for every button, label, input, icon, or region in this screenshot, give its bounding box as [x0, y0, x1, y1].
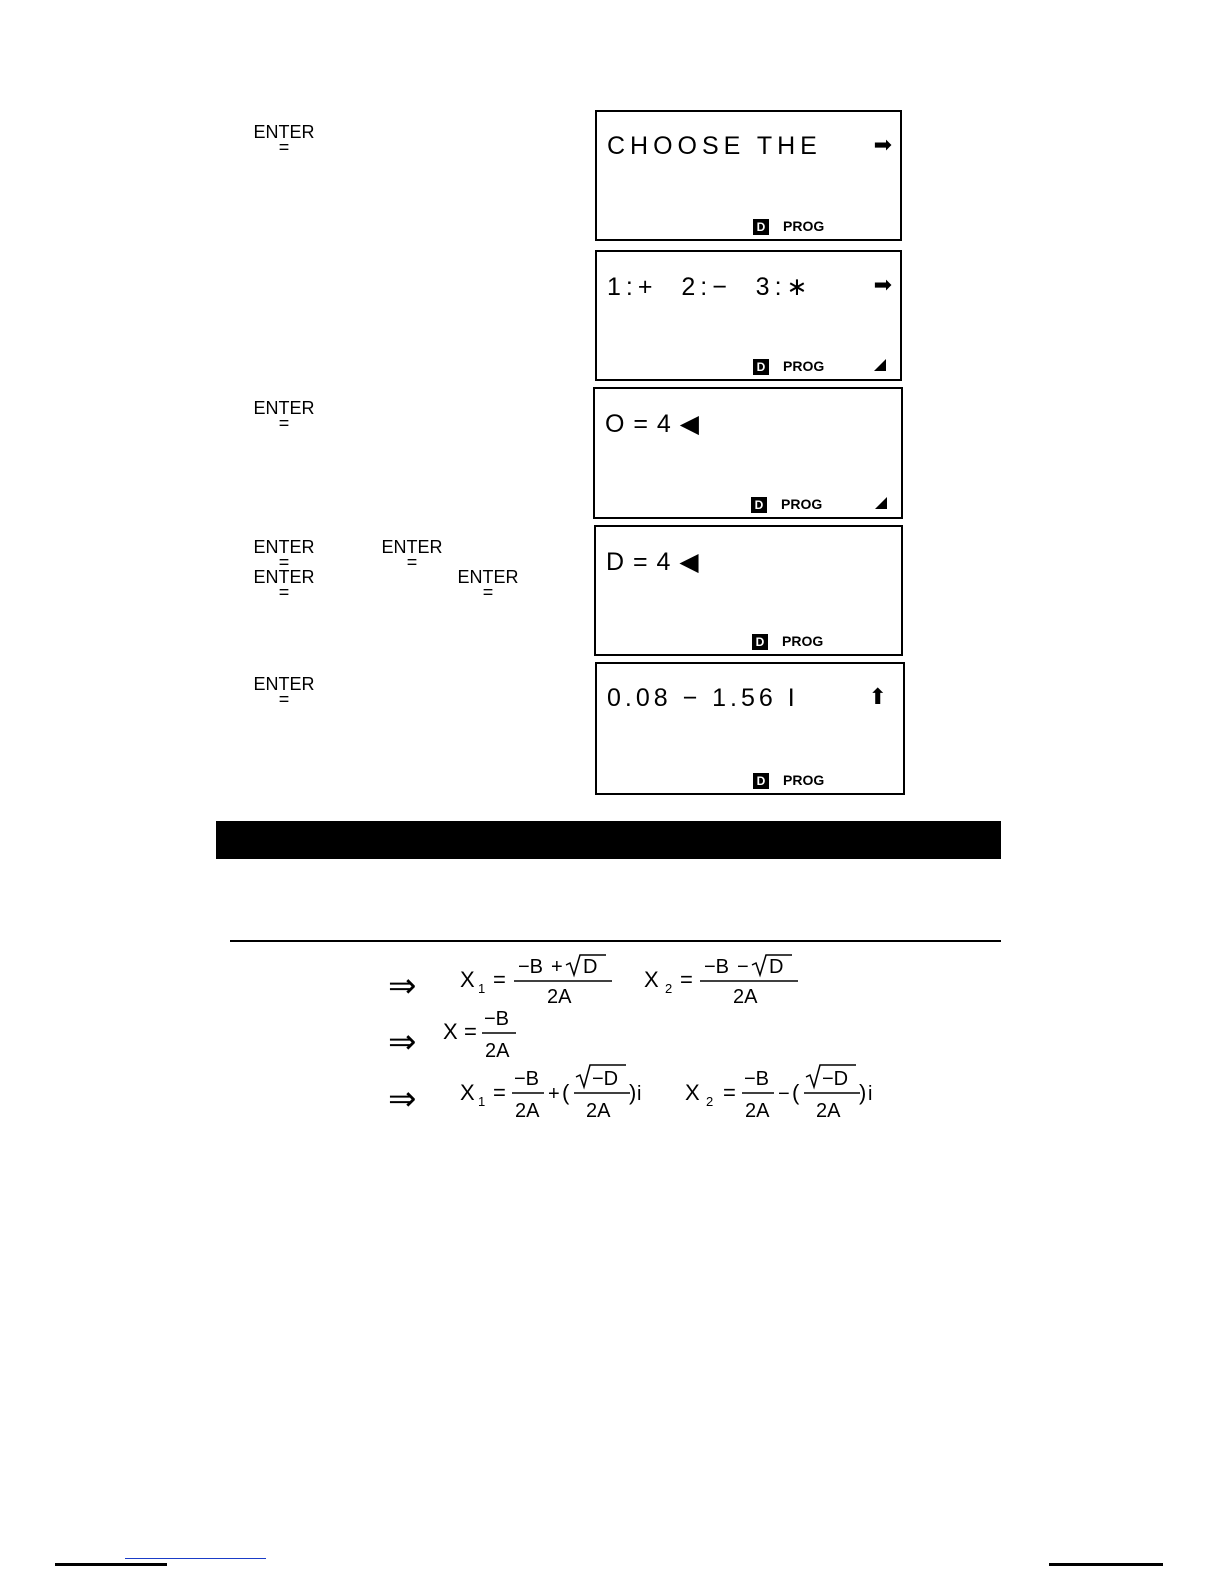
enter-key: [456, 567, 520, 602]
calculator-display: [595, 110, 902, 241]
equals-sign: =: [680, 967, 693, 992]
numerator-neg-b: −B: [518, 956, 544, 978]
minus-sign: −: [778, 1083, 790, 1105]
degree-mode-icon: D: [753, 219, 769, 235]
equals-sign: =: [464, 1019, 477, 1044]
status-bar: [753, 358, 824, 375]
implies-icon: ⇒: [388, 1080, 417, 1118]
minus-sign: −: [737, 956, 749, 978]
plus-sign: +: [548, 1083, 560, 1105]
display-text: 0.08 − 1.56 I: [607, 684, 799, 712]
x1-subscript: 1: [478, 981, 486, 996]
display-text: CHOOSE THE: [607, 132, 822, 160]
imaginary-i: i: [637, 1083, 642, 1105]
horizontal-rule: [230, 940, 1001, 942]
x1-symbol: X: [460, 1080, 475, 1105]
equals-sign: =: [278, 413, 290, 433]
prog-indicator: PROG: [781, 495, 823, 512]
enter-key: [252, 537, 316, 572]
denominator-2a: 2A: [485, 1040, 510, 1062]
status-bar: [752, 633, 823, 650]
enter-key-label: ENTER: [457, 567, 519, 587]
enter-key-label: ENTER: [253, 537, 315, 557]
close-paren: ): [859, 1080, 867, 1105]
up-arrow-icon: ⬆: [868, 684, 887, 709]
equals-sign: =: [723, 1080, 736, 1105]
open-paren: (: [792, 1080, 800, 1105]
enter-key: [252, 674, 316, 709]
enter-key: [252, 122, 316, 157]
numerator-neg-b: −B: [704, 956, 730, 978]
degree-mode-icon: D: [752, 634, 768, 650]
display-text: O = 4 ◀: [605, 410, 701, 438]
x-symbol: X: [443, 1019, 458, 1044]
x1-subscript: 1: [478, 1094, 486, 1109]
x2-symbol: X: [685, 1080, 700, 1105]
denominator-2a: 2A: [515, 1100, 540, 1122]
section-header-bar: [216, 821, 1001, 859]
prog-indicator: PROG: [783, 357, 825, 374]
status-bar: [753, 772, 824, 789]
enter-key: [380, 537, 444, 572]
equals-sign: =: [278, 582, 290, 602]
enter-key-label: ENTER: [253, 398, 315, 418]
equals-sign: =: [493, 967, 506, 992]
equals-sign: =: [278, 552, 290, 572]
status-bar: [753, 218, 824, 235]
radicand-d: D: [583, 956, 598, 978]
enter-key-label: ENTER: [253, 567, 315, 587]
enter-key-label: ENTER: [253, 674, 315, 694]
equals-sign: =: [482, 582, 494, 602]
degree-mode-icon: D: [753, 359, 769, 375]
numerator-neg-b: −B: [744, 1068, 770, 1090]
enter-key-label: ENTER: [381, 537, 443, 557]
enter-key: [252, 398, 316, 433]
numerator-neg-b: −B: [514, 1068, 540, 1090]
numerator-neg-b: −B: [484, 1008, 510, 1030]
equals-sign: =: [278, 137, 290, 157]
display-text: 1:+ 2:− 3:∗: [607, 273, 813, 301]
prog-indicator: PROG: [783, 217, 825, 234]
footer-link-underline: [125, 1558, 266, 1559]
equals-sign: =: [493, 1080, 506, 1105]
x2-subscript: 2: [665, 981, 673, 996]
degree-mode-icon: D: [753, 773, 769, 789]
enter-key: [252, 567, 316, 602]
calculator-display: [594, 525, 903, 656]
status-bar: [751, 496, 822, 513]
corner-triangle-icon: [874, 359, 886, 371]
prog-indicator: PROG: [782, 632, 824, 649]
open-paren: (: [562, 1080, 570, 1105]
enter-key-label: ENTER: [253, 122, 315, 142]
x2-subscript: 2: [706, 1094, 714, 1109]
degree-mode-icon: D: [751, 497, 767, 513]
imaginary-i: i: [868, 1083, 873, 1105]
denominator-2a: 2A: [745, 1100, 770, 1122]
calculator-display: [593, 387, 903, 519]
close-paren: ): [629, 1080, 637, 1105]
implies-icon: ⇒: [388, 1023, 417, 1061]
footer-rule-left: [55, 1563, 167, 1566]
right-arrow-icon: ➡: [873, 272, 892, 297]
footer-rule-right: [1049, 1563, 1163, 1566]
x1-symbol: X: [460, 967, 475, 992]
denominator-2a: 2A: [733, 986, 758, 1008]
implies-icon: ⇒: [388, 967, 417, 1005]
radicand-neg-d: −D: [592, 1068, 619, 1090]
right-arrow-icon: ➡: [873, 132, 892, 157]
radicand-d: D: [769, 956, 784, 978]
corner-triangle-icon: [875, 497, 887, 509]
plus-sign: +: [551, 956, 563, 978]
denominator-2a: 2A: [816, 1100, 841, 1122]
display-text: D = 4 ◀: [606, 548, 700, 576]
prog-indicator: PROG: [783, 771, 825, 788]
quadratic-formulas: [380, 945, 940, 1135]
denominator-2a: 2A: [586, 1100, 611, 1122]
radicand-neg-d: −D: [822, 1068, 849, 1090]
calculator-display: [595, 662, 905, 795]
x2-symbol: X: [644, 967, 659, 992]
denominator-2a: 2A: [547, 986, 572, 1008]
equals-sign: =: [406, 552, 418, 572]
calculator-display: [595, 250, 902, 381]
equals-sign: =: [278, 689, 290, 709]
